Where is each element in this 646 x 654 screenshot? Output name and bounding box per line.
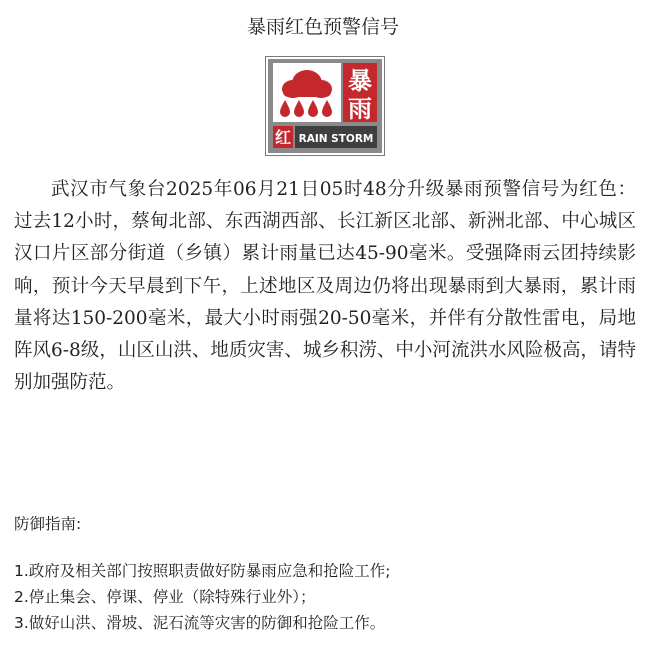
guide-item: 3.做好山洪、滑坡、泥石流等灾害的防御和抢险工作。 <box>14 614 386 632</box>
guide-heading: 防御指南: <box>14 515 82 533</box>
guide-item: 1.政府及相关部门按照职责做好防暴雨应急和抢险工作; <box>14 562 391 580</box>
signal-label-en: RAIN STORM <box>298 133 374 145</box>
signal-level-char: 红 <box>274 128 292 147</box>
guide-list <box>14 558 391 636</box>
signal-char-bottom: 雨 <box>348 95 372 123</box>
page-title: 暴雨红色预警信号 <box>246 16 399 38</box>
guide-item: 2.停止集会、停课、停业（除特殊行业外）； <box>14 588 316 606</box>
announcement-text: 武汉市气象台2025年06月21日05时48分升级暴雨预警信号为红色：过去12小时，蔡甸北部、东西湖西部、长江新区北部、新洲北部、中心城区汉口片区部分街道（乡镇）累计雨量已达45-90毫米。受强降雨云团持续影响，预计今天早晨到下午，上述地区及周边仍将出现暴雨到大暴雨，累计雨量将达150-200毫米，最大小时雨强20-50毫米，并伴有分散性雷电，局地阵风6-8级，山区山洪、地质灾害、城乡积涝、中小河流洪水风险极高，请特别加强防范。 <box>14 179 636 394</box>
signal-char-top: 暴 <box>348 67 372 95</box>
rainstorm-red-warning-icon <box>265 56 385 156</box>
